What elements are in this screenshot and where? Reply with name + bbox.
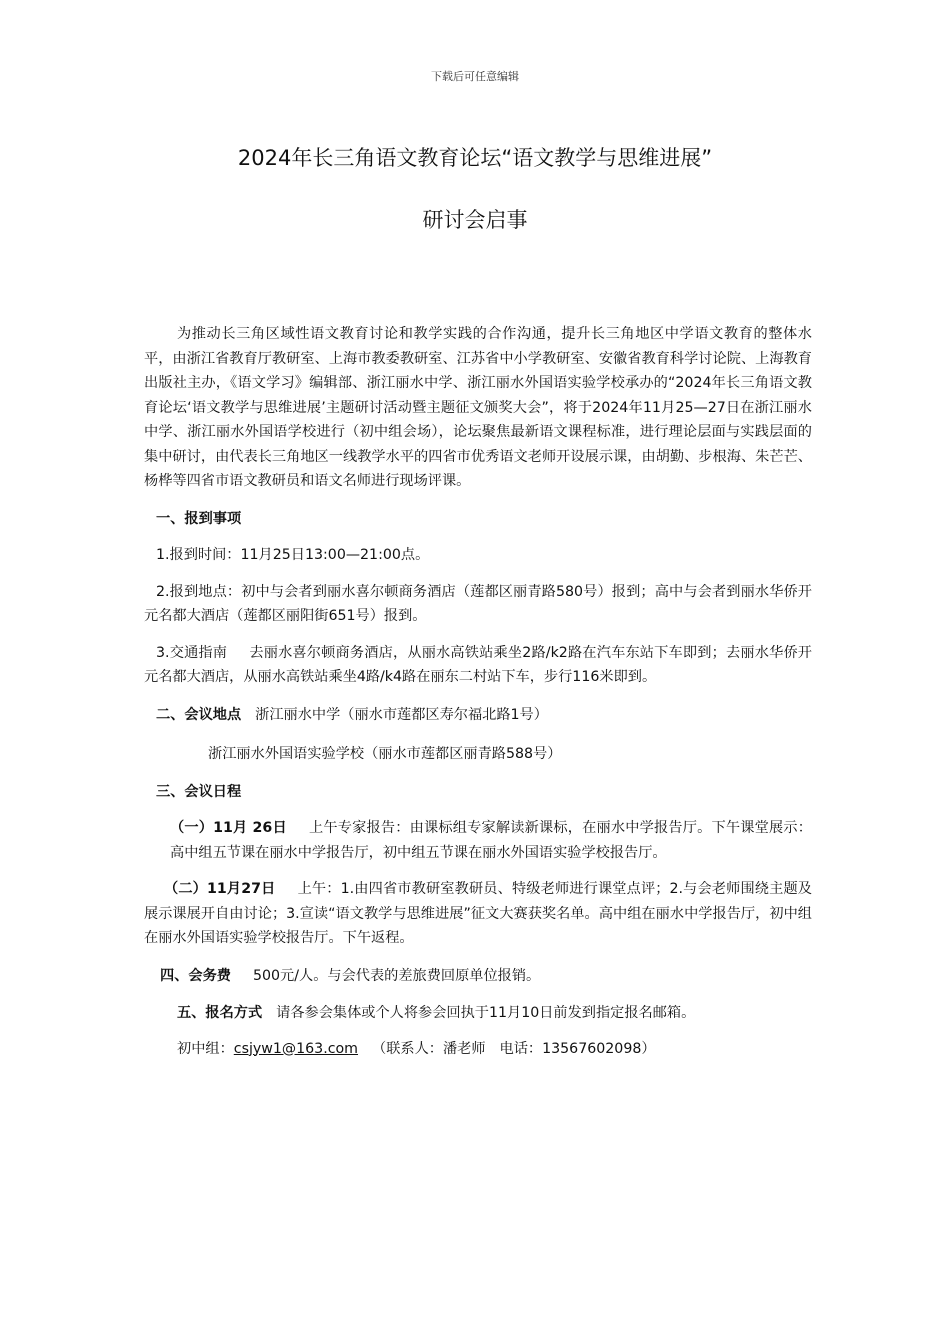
header-note: 下载后可任意编辑 (431, 70, 519, 83)
venue2: 浙江丽水外国语实验学校（丽水市莲都区丽青路588号） (208, 746, 562, 762)
day2-label: （二）11月27日 (164, 881, 276, 897)
section3-title: 三、会议日程 (156, 783, 242, 800)
registration-text: 请各参会集体或个人将参会回执于11月10日前发到指定报名邮箱。 (276, 1005, 696, 1021)
transport-guide-label: 3.交通指南 (156, 644, 228, 661)
document-title-line2: 研讨会启事 (422, 208, 528, 232)
transport-guide-text: 去丽水喜尔顿商务酒店，从丽水高铁站乘坐2路/k2路在汽车东站下车即到；去丽水华侨开元名都大酒店，从丽水高铁站乘坐4路/k4路在丽东二村站下车，步行116米即到。 (144, 644, 812, 685)
venue-line1 (156, 703, 812, 728)
day1-label: （一）11月 26日 (170, 820, 287, 836)
contact-label: 初中组： (177, 1040, 234, 1057)
schedule-day1 (170, 816, 812, 865)
venue1: 浙江丽水中学（丽水市莲都区寿尔福北路1号） (255, 706, 548, 723)
section5-title: 五、报名方式 (177, 1005, 263, 1021)
fee-text: 500元/人。与会代表的差旅费回原单位报销。 (252, 967, 541, 984)
contact-line (177, 1037, 812, 1062)
checkin-location: 2.报到地点：初中与会者到丽水喜尔顿商务酒店（莲都区丽青路580号）报到；高中与会者到丽水华侨开元名都大酒店（莲都区丽阳街651号）报到。 (144, 583, 812, 624)
day2-text: 上午：1.由四省市教研室教研员、特级老师进行课堂点评；2.与会老师围绕主题及展示课展开自由讨论；3.宣读“语文教学与思维进展”征文大赛获奖名单。高中组在丽水中学报告厅，初中组在丽水外国语实验学校报告厅。下午返程。 (144, 881, 812, 946)
section1-title: 一、报到事项 (156, 510, 242, 527)
intro-paragraph: 为推动长三角区域性语文教育讨论和教学实践的合作沟通，提升长三角地区中学语文教育的整体水平，由浙江省教育厅教研室、上海市教委教研室、江苏省中小学教研室、安徽省教育科学讨论院、上海教育出版社主办，《语文学习》编辑部、浙江丽水中学、浙江丽水外国语实验学校承办的“2024年长三角语文教育论坛‘语文教学与思维进展’主题研讨活动暨主题征文颁奖大会”，将于2024年11月25—27日在浙江丽水中学、浙江丽水外国语学校进行（初中组会场），论坛聚焦最新语文课程标准，进行理论层面与实践层面的集中研讨，由代表长三角地区一线教学水平的四省市优秀语文老师开设展示课，由胡勤、步根海、朱芒芒、杨桦等四省市语文教研员和语文名师进行现场评课。 (144, 326, 812, 489)
contact-person: （联系人：潘老师 (372, 1040, 486, 1057)
fee-line (160, 964, 812, 989)
transport-guide (144, 641, 812, 690)
document-body (144, 322, 812, 1061)
schedule-day2 (144, 877, 812, 951)
checkin-time: 1.报到时间：11月25日13:00—21:00点。 (156, 547, 430, 563)
registration-email-link[interactable]: csjyw1@163.com (233, 1040, 359, 1057)
contact-phone: 电话：13567602098） (499, 1040, 656, 1057)
registration-line (177, 1001, 812, 1026)
document-title-line1: 2024年长三角语文教育论坛“语文教学与思维进展” (237, 146, 713, 170)
day1-text: 上午专家报告：由课标组专家解读新课标，在丽水中学报告厅。下午课堂展示：高中组五节课在丽水中学报告厅，初中组五节课在丽水外国语实验学校报告厅。 (170, 820, 812, 861)
section4-title: 四、会务费 (160, 967, 231, 984)
section2-title: 二、会议地点 (156, 706, 242, 723)
